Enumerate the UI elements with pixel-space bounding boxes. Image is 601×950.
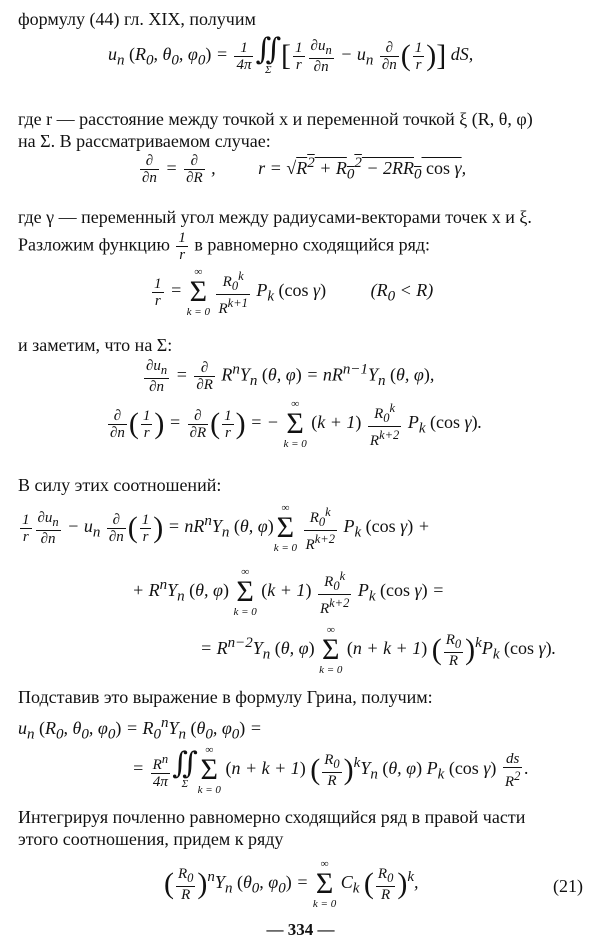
equation-normal-derivative: $\frac{\partial u_n}{\partial n}$ = $\frac{\partial}{\partial R}$ $R^nY_n$ (θ, $\varphi) = nR^{n-1}Y_n$ (θ, φ), bbox=[146, 358, 435, 395]
text-fragment: Разложим функцию bbox=[18, 234, 170, 255]
equation-substitution-2: = $\frac{R^n}{4\pi}$ ∬ Σ∞ Σ k = 0 (n + k + 1) ( $\frac{R_0}{R}$ )$^kY_n$ (θ, φ) $P_k$ (cos γ) $\frac{ds}{R^2}$ . bbox=[132, 744, 529, 796]
equation-substitution-1: $u_n$ ($R_0$, $\theta_0$, $\varphi_0) = R_0^nY_n$ ($\theta_0$, $\varphi_0$) = bbox=[18, 715, 262, 743]
text-line: Подставив это выражение в формулу Грина, получим: bbox=[18, 687, 433, 707]
equation-combined-3: = $R^{n-2}Y_n$ (θ, φ) ∞ Σ k = 0 (n + k + 1) ( $\frac{R_0}{R}$ )$^kP_k$ (cos γ). bbox=[200, 624, 557, 676]
equation-series-21: ( $\frac{R_0}{R}$ )$^nY_n$ ($\theta_0$, $\varphi_0$) = ∞ Σ k = 0 $C_k$ ( $\frac{R_0}{R}$ )$^k$, bbox=[164, 858, 419, 910]
text-line: этого соотношения, придем к ряду bbox=[18, 829, 284, 849]
equation-series-expansion: $\frac{1}{r}$ = ∞ Σ k = 0 $\frac{R_0^k}{R^{k+1}}$ $P_k$ (cos γ) $(R_0 < R)$ bbox=[154, 266, 434, 318]
page-number: — 334 — bbox=[266, 920, 335, 939]
text-line: где r — расстояние между точкой x и переменной точкой ξ (R, θ, φ) bbox=[18, 109, 533, 129]
text-line: формулу (44) гл. XIX, получим bbox=[18, 9, 256, 29]
equation-green-formula: $u_n$ ($R_0$, $\theta_0$, $\varphi_0$) = $\frac{1}{4\pi}$ ∬ Σ [ $\frac{1}{r}$ $\frac{\partial u_n}{\partial n}$ − $u_n$ $\frac{\partial}{\partial n}$ ( $\frac{1}{r}$ )] dS, bbox=[108, 33, 474, 76]
equation-number: (21) bbox=[553, 876, 583, 896]
text-line-with-fraction: Разложим функцию $\frac{1}{r}$ в равномерно сходящийся ряд: bbox=[18, 230, 431, 263]
text-line: где γ — переменный угол между радиусами-векторами точек x и ξ. bbox=[18, 207, 532, 227]
text-line: Интегрируя почленно равномерно сходящийся ряд в правой части bbox=[18, 807, 526, 827]
equation-inverse-derivative: $\frac{\partial}{\partial n}$ ( $\frac{1}{r}$ ) = $\frac{\partial}{\partial R}$ ( $\frac{1}{r}$ ) = − ∞ Σ k = 0 (k + 1) $\frac{R_0^k}{R^{k+2}}$ $P_k$ (cos γ). bbox=[110, 398, 483, 450]
text-line: и заметим, что на Σ: bbox=[18, 335, 173, 355]
equation-combined-2: + $R^nY_n$ (θ, φ) ∞ Σ k = 0 (k + 1) $\frac{R_0^k}{R^{k+2}}$ $P_k$ (cos γ) = bbox=[132, 566, 445, 618]
text-fragment: в равномерно сходящийся ряд: bbox=[194, 234, 431, 255]
equation-derivative-relation: $\frac{\partial}{\partial n}$ = $\frac{\partial}{\partial R}$ , $r = √R^2 + R_0^2 - 2RR_0$ cos γ, bbox=[142, 153, 467, 187]
text-line: В силу этих соотношений: bbox=[18, 475, 222, 495]
equation-combined-1: $\frac{1}{r}$ $\frac{\partial u_n}{\partial n}$ − $u_n$ $\frac{\partial}{\partial n}$ ( $\frac{1}{r}$ ) = $nR^nY_n$ (θ, φ)∞ Σ k = 0 $\frac{R_0^k}{R^{k+2}}$ $P_k$ (cos γ) + bbox=[22, 502, 430, 554]
text-line: на Σ. В рассматриваемом случае: bbox=[18, 131, 271, 151]
